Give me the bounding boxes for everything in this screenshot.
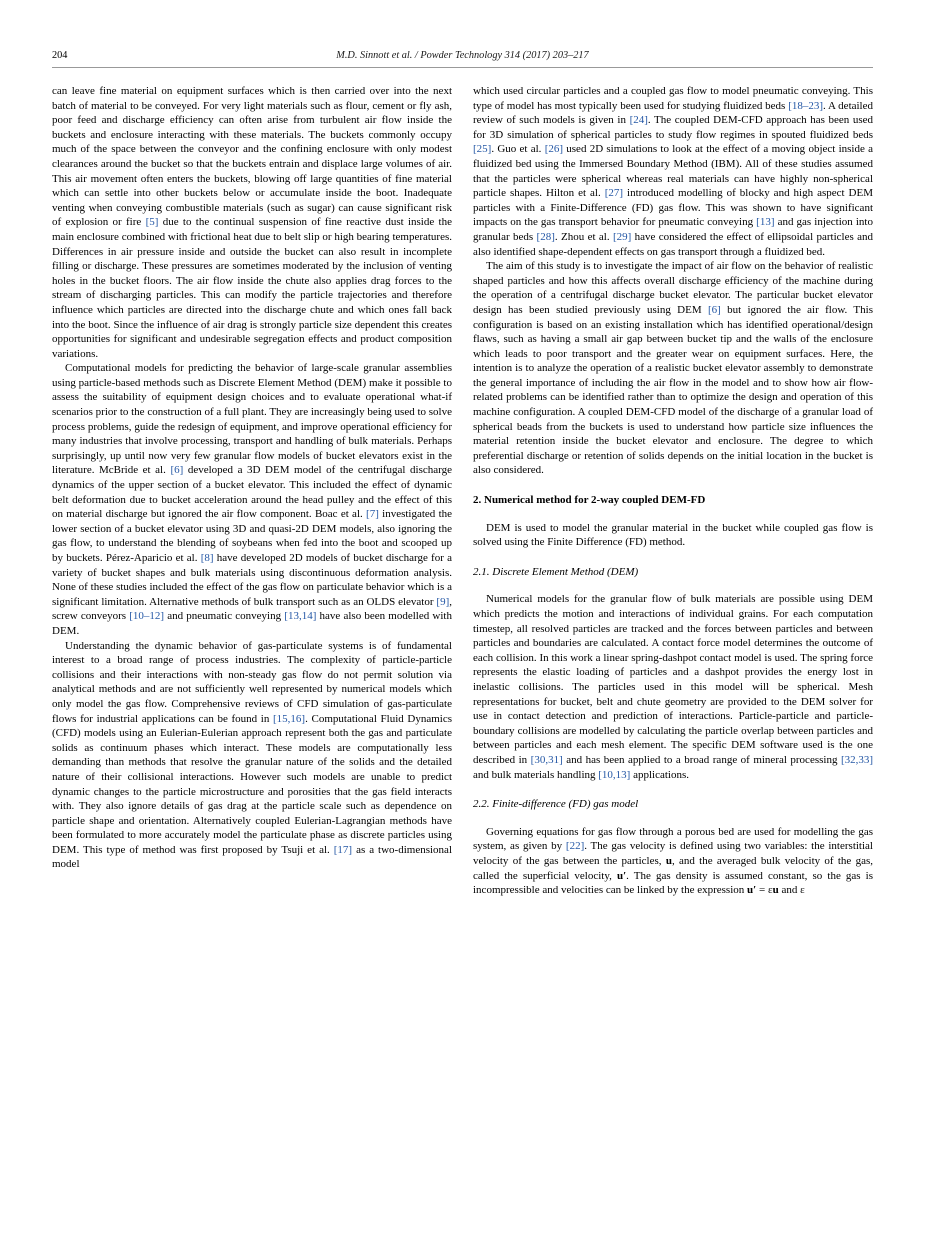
citation-link[interactable]: [29]: [612, 230, 632, 243]
citation-link[interactable]: [25]: [473, 143, 492, 156]
two-column-body: [52, 84, 873, 898]
citation-link[interactable]: [32,33]: [840, 753, 874, 766]
paragraph: Computational models for predicting the behavior of large-scale granular assemblies using particle-based methods such as Discrete Element Method (DEM) make it possible to assess the suitability of equipment design choices and to evaluate operational what-if scenarios prior to the construction of a full plant. They are increasingly being used to solve process problems, guide the redesign of equipment, and improve operational efficiency for many industries that involve processing, transport and handling of bulk materials. Perhaps surprisingly, up until now very few granular flow models of bucket elevators exist in the literature. McBride et al. [6] developed a 3D DEM model of the centrifugal discharge dynamics of the upper section of a bucket elevator. This included the effect of dynamic belt deformation due to bucket acceleration around the head pulley and the effect of this on material discharge but ignored the air flow component. Boac et al. [7] investigated the lower section of a bucket elevator using 3D and quasi-2D DEM models, also ignoring the gas flow, to understand the blending of soybeans when fed into the boot and scooped up by buckets. Pérez-Aparicio et al. [8] have developed 2D models of bucket discharge for a variety of bucket shapes and bulk materials using discontinuous deformation analysis. None of these studies included the effect of the gas flow on particulate behavior which is a significant limitation. Alternative methods of bulk transport such as an OLDS elevator [9], screw conveyors [10–12] and pneumatic conveying [13,14] have also been modelled with DEM.: [52, 362, 453, 637]
paragraph: can leave fine material on equipment surfaces which is then carried over into the next batch of material to be conveyed. For very light materials such as flour, cement or fly ash, poor feed and discharge efficiency can often arise from turbulent air flow inside the buckets and enclosure interacting with these materials. The buckets commonly occupy much of the space between the conveyor and the confining enclosure with only modest clearances around the bucket so that the buckets entrain and displace large volumes of air. This air movement often enters the buckets, blowing off large quantities of fine material which can settle into other buckets below or accumulate inside the boot. Inadequate venting when conveying combustible materials (such as sugar) can cause significant risk of explosion or fire [5] due to the continual suspension of fine reactive dust inside the main enclosure combined with frictional heat due to belt slip or high bearing temperatures. Differences in air pressure inside and outside the bucket can also result in incomplete filling or discharge. These pressures are sometimes moderated by the inclusion of venting holes in the bucket floors. The air flow inside the chute also applies drag forces to the stream of discharging particles. This can modify the particle trajectories and therefore influence which particles are directed into the discharge chute and which ones fall back into the boot. Since the influence of air drag is strongly particle size dependent this creates opportunities for significant and undesirable segregation effects and product composition variations.: [52, 85, 452, 360]
citation-link[interactable]: [13]: [756, 216, 775, 229]
paragraph: Understanding the dynamic behavior of gas-particulate systems is of fundamental interest to a broad range of process industries. The complexity of particle-particle collisions and their interactions with non-steady gas flow do not permit solution via analytical methods and are not sufficiently well represented by numerical models which only model the gas flow. Comprehensive reviews of CFD simulation of gas-particulate flows for industrial applications can be found in [15,16]. Computational Fluid Dynamics (CFD) models using an Eulerian-Eulerian approach represent both the gas and particulate solids as continuum phases which interact. These models are computationally less demanding than methods that resolve the granular nature of the solids and the detailed nature of their collisional interactions. However such models are unable to predict dynamic changes to the particle microstructure and porosities that the gas field interacts with. They also ignore details of gas drag at the particle scale such as dependence on particle shape and orientation. Alternatively coupled Eulerian-Lagrangian methods have been formulated to more accurately model the particulate phase as discrete particles using DEM. This type of method was first proposed by Tsuji et al. [17] as a two-dimensional model: [52, 639, 452, 871]
right-column: [473, 84, 873, 898]
citation-link[interactable]: [22]: [565, 840, 585, 853]
citation-link[interactable]: [17]: [333, 843, 353, 856]
citation-link[interactable]: [10–12]: [129, 610, 165, 623]
running-title: M.D. Sinnott et al. / Powder Technology 314 (2017) 203–217: [336, 50, 589, 61]
citation-link[interactable]: [7]: [366, 508, 379, 521]
subsection-heading-2-2: 2.2. Finite-difference (FD) gas model: [473, 798, 639, 811]
subsection-heading-2-1: 2.1. Discrete Element Method (DEM): [473, 565, 639, 578]
section-heading-2: 2. Numerical method for 2-way coupled DEM-FD: [473, 494, 706, 507]
citation-link[interactable]: [27]: [604, 187, 624, 200]
paragraph: DEM is used to model the granular material in the bucket while coupled gas flow is solved using the Finite Difference (FD) method.: [473, 521, 873, 549]
citation-link[interactable]: [5]: [145, 216, 159, 229]
citation-link[interactable]: [28]: [536, 230, 555, 243]
citation-link[interactable]: [9]: [436, 595, 450, 608]
page-number: 204: [52, 50, 68, 61]
citation-link[interactable]: [26]: [544, 143, 564, 156]
citation-link[interactable]: [15,16]: [273, 712, 306, 725]
citation-link[interactable]: [8]: [200, 552, 214, 564]
paragraph: Numerical models for the granular flow of bulk materials are possible using DEM which predicts the motion and interactions of individual grains. For each computation timestep, all resolved particles are tracked and the forces between particles and between particles and boundaries are calculated. A contact force model determines the outcome of each collision. In this work a linear spring-dashpot contact model is used. The spring force represents the elastic loading of particles and a dashpot provides the energy lost in inelastic collisions. The particles used in this model will be spherical. Mesh representations for bucket, belt and chute geometry are provided to the DEM solver for use in contact detection and prediction of interactions. Particle-particle and particle-boundary collisions are modelled by calculating the particle overlap between particles and between particles and each mesh element. The specific DEM software used is the one described in [30,31] and has been applied to a broad range of mineral processing [32,33] and bulk materials handling [10,13] applications.: [473, 593, 874, 781]
citation-link[interactable]: [24]: [629, 114, 648, 127]
paragraph: Governing equations for gas flow through a porous bed are used for modelling the gas system, as given by [22]. The gas velocity is defined using two variables: the interstitial velocity of the gas between the particles, u, and the averaged bulk velocity of the gas, called the superficial velocity, u′. The gas density is assumed constant, so the gas is incompressible and velocities can be linked by the expression u′ = εu and ε: [473, 825, 874, 897]
citation-link[interactable]: [6]: [707, 303, 721, 316]
citation-link[interactable]: [10,13]: [598, 768, 631, 781]
citation-link[interactable]: [13,14]: [284, 610, 317, 623]
page-header: [52, 50, 873, 68]
paragraph: which used circular particles and a coupled gas flow to model pneumatic conveying. This type of model has most typically been used for studying fluidized beds [18–23]. A detailed review of such models is given in [24]. The coupled DEM-CFD approach has been used for 3D simulation of spherical particles to study flow regimes in spouted fluidized beds [25]. Guo et al. [26] used 2D simulations to look at the effect of a moving object inside a fluidized bed using the Immersed Boundary Method (IBM). All of these studies assumed that the particles were spherical whereas real materials can have highly non-spherical particle shapes. Hilton et al. [27] introduced modelling of blocky and high aspect DEM particles with a Finite-Difference (FD) gas flow. This was shown to have significant impacts on the gas transport behavior for pneumatic conveying [13] and gas injection into granular beds [28]. Zhou et al. [29] have considered the effect of ellipsoidal particles and also identified shape-dependent effects on gas transport through a fluidized bed.: [473, 85, 873, 258]
left-column: [52, 84, 452, 898]
citation-link[interactable]: [18–23]: [788, 99, 824, 112]
citation-link[interactable]: [6]: [170, 464, 184, 477]
paragraph: The aim of this study is to investigate the impact of air flow on the behavior of realistic shaped particles and how this affects overall discharge efficiency of the machine during the operation of a centrifugal discharge bucket elevator. The particular bucket elevator design has been studied previously using DEM [6] but ignored the air flow. This configuration is based on an existing installation which has identified operational/design flaws, such as having a small air gap between bucket tip and the walls of the enclosure which leads to poor transport and the greater wear on equipment surfaces. Here, the intention is to analyze the operation of a realistic bucket elevator assembly to demonstrate the general importance of including the air flow in the model and to show how air flow-related problems can be identified rather than to optimize the design and operation of this machine configuration. A coupled DEM-CFD model of the discharge of a granular load of spherical beads from the buckets is used to understand how particle size influences the material retention inside the bucket elevator and enclosure. The degree to which preferential discharge or retention of solids depends on the initial location in the bucket is also considered.: [473, 260, 873, 477]
citation-link[interactable]: [30,31]: [530, 753, 563, 766]
